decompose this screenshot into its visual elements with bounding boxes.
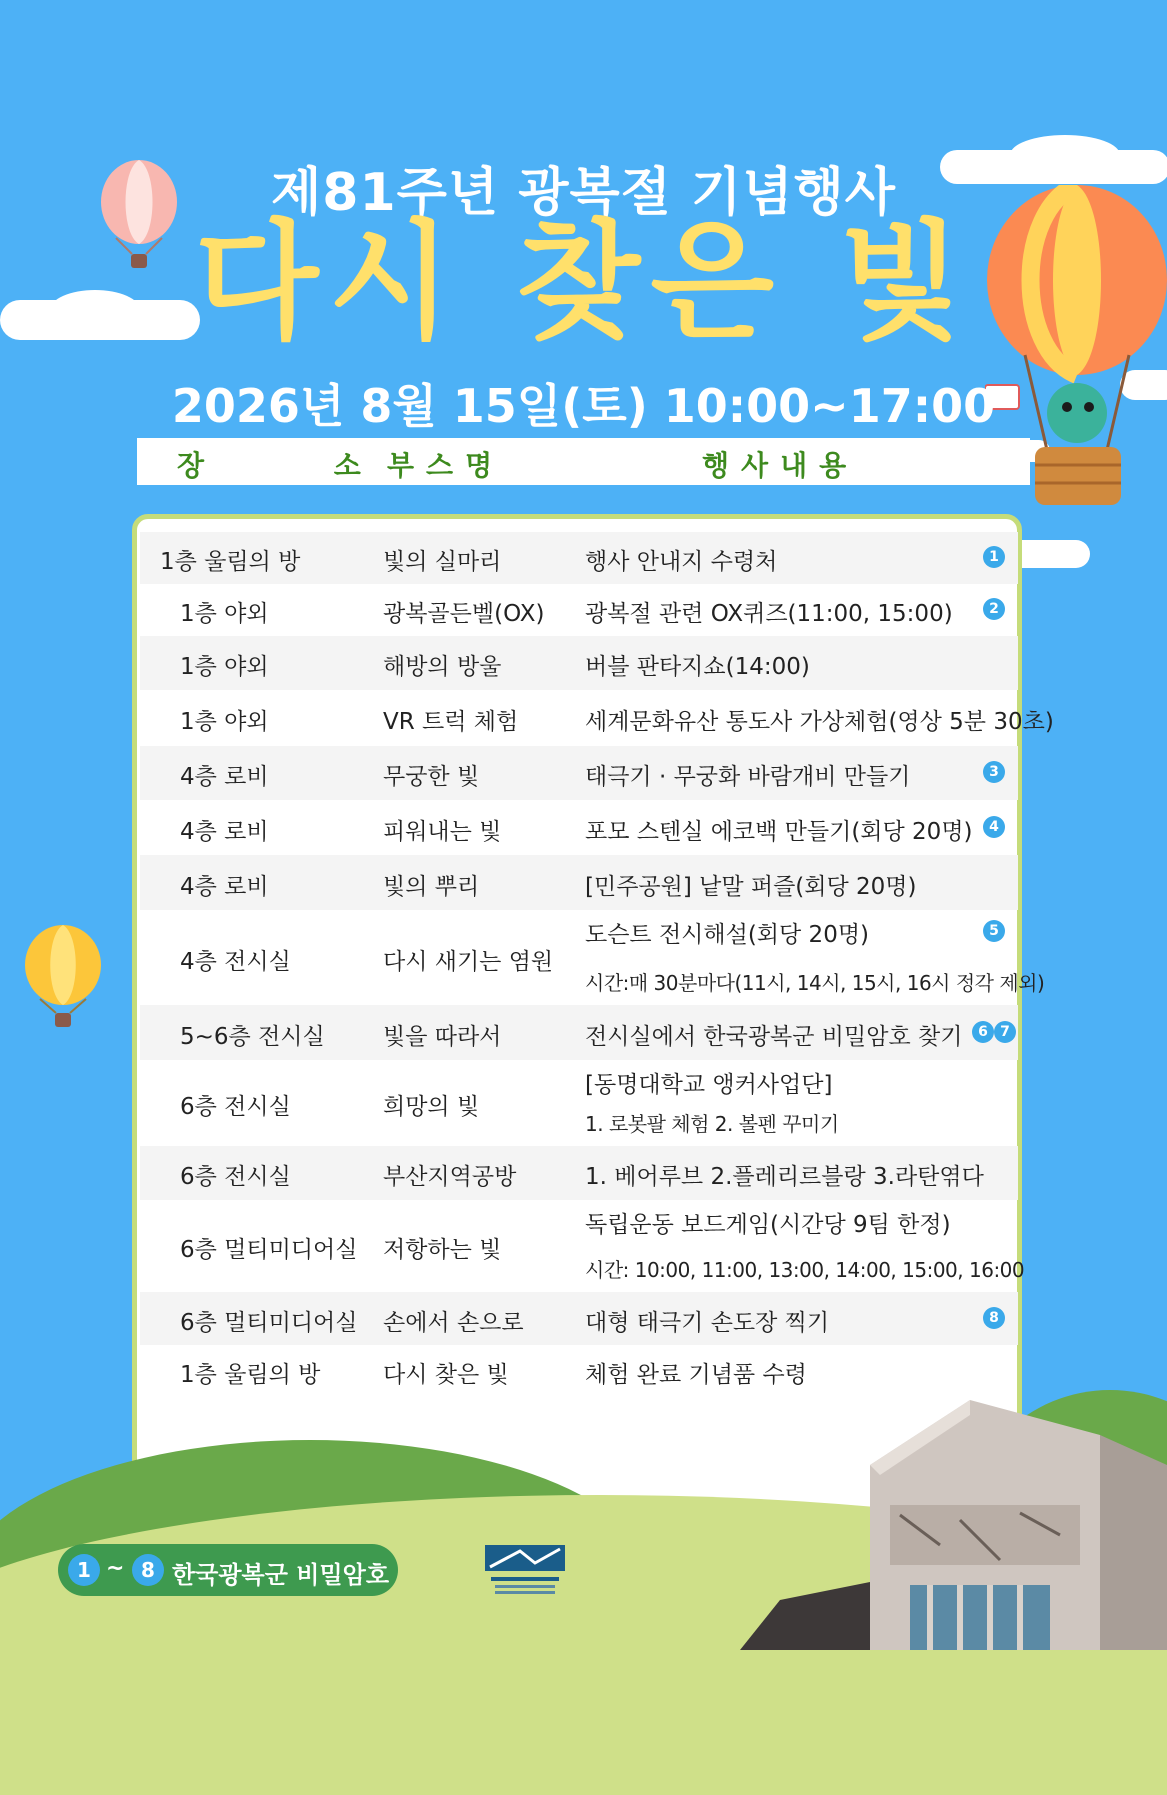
cell-content: [동명대학교 앵커사업단] [585,1072,833,1098]
event-subtitle: 제81주년 광복절 기념행사 [271,163,896,223]
cell-place: 6층 멀티미디어실 [180,1237,358,1263]
cell-booth: 다시 새기는 염원 [383,949,554,975]
cell-booth: 저항하는 빛 [383,1237,502,1263]
legend-separator: ~ [106,1556,125,1581]
code-badge: 1 [983,546,1005,568]
code-badge: 2 [983,598,1005,620]
cell-booth: 무궁한 빛 [383,764,480,790]
cell-content: 체험 완료 기념품 수령 [585,1362,807,1388]
event-title: 다시 찾은 빛 [194,208,973,357]
cell-place: 6층 전시실 [180,1164,291,1190]
secret-code-legend [58,1544,398,1596]
cell-place: 4층 로비 [180,819,269,845]
code-badge: 5 [983,920,1005,942]
cell-place: 1층 야외 [180,601,269,627]
code-badge: 3 [983,761,1005,783]
cell-place: 1층 울림의 방 [180,1362,321,1388]
cell-place: 4층 로비 [180,874,269,900]
cell-booth: 부산지역공방 [383,1164,517,1190]
cell-place: 1층 야외 [180,654,269,680]
cell-booth: 광복골든벨(OX) [383,601,545,627]
column-header-place: 장 소 [177,449,421,482]
table-row [140,1345,1018,1397]
cell-place: 6층 전시실 [180,1094,291,1120]
table-row [140,1146,1018,1200]
code-badge: 6 [972,1021,994,1043]
yellow-balloon-icon [22,925,104,1029]
table-header [137,438,1030,485]
cell-content: 태극기 · 무궁화 바람개비 만들기 [585,764,911,790]
cell-content: 전시실에서 한국광복군 비밀암호 찾기 [585,1024,963,1050]
table-row [140,690,1054,746]
table-row [140,855,1018,910]
legend-end-badge: 8 [132,1554,164,1586]
cell-content: 광복절 관련 OX퀴즈(11:00, 15:00) [585,601,953,627]
cell-place: 4층 로비 [180,764,269,790]
cell-booth: 다시 찾은 빛 [383,1362,509,1388]
table-row [140,1005,1018,1060]
table-row [140,746,1018,800]
cell-booth: 피워내는 빛 [383,819,502,845]
legend-start-badge: 1 [68,1554,100,1586]
cell-place: 1층 야외 [180,709,269,735]
cell-booth: VR 트럭 체험 [383,709,519,735]
column-header-content: 행사내용 [702,449,859,482]
cell-place: 4층 전시실 [180,949,291,975]
cell-content: 포모 스텐실 에코백 만들기(회당 20명) [585,819,973,845]
cell-content-detail: 시간: 10:00, 11:00, 13:00, 14:00, 15:00, 16:00 [585,1258,1025,1282]
cell-booth: 빛의 실마리 [383,549,502,575]
cell-content: 세계문화유산 통도사 가상체험(영상 5분 30초) [585,709,1054,735]
cell-content: 도슨트 전시해설(회당 20명) [585,922,870,948]
table-row [140,1200,1025,1292]
cell-content: 버블 판타지쇼(14:00) [585,654,810,680]
legend-label: 한국광복군 비밀암호 [172,1561,390,1589]
cell-place: 1층 울림의 방 [160,549,301,575]
cell-content: [민주공원] 낱말 퍼즐(회당 20명) [585,874,917,900]
cell-place: 5~6층 전시실 [180,1024,325,1050]
museum-logo-icon [485,1545,565,1601]
code-badge: 4 [983,816,1005,838]
cell-content: 대형 태극기 손도장 찍기 [585,1310,830,1336]
cell-booth: 손에서 손으로 [383,1310,524,1336]
cell-booth: 해방의 방울 [383,654,502,680]
cell-content: 행사 안내지 수령처 [585,549,778,575]
cell-booth: 희망의 빛 [383,1094,480,1120]
cell-content: 독립운동 보드게임(시간당 9팀 한정) [585,1212,951,1238]
museum-building-icon [740,1395,1167,1650]
table-row [140,1060,1018,1146]
event-datetime: 2026년 8월 15일(토) 10:00~17:00 [171,379,996,433]
column-header-booth: 부스명 [387,449,505,482]
table-row [140,532,1018,584]
cell-content-detail: 1. 로봇팔 체험 2. 볼펜 꾸미기 [585,1112,839,1136]
table-row [140,636,1018,690]
cell-content-detail: 시간:매 30분마다(11시, 14시, 15시, 16시 정각 제외) [585,971,1045,995]
table-row [140,1292,1018,1345]
code-badge: 8 [983,1307,1005,1329]
cell-content: 1. 베어루브 2.플레리르블랑 3.라탄엮다 [585,1164,984,1190]
code-badge: 7 [994,1021,1016,1043]
table-row [140,910,1045,1005]
cell-booth: 빛의 뿌리 [383,874,480,900]
cell-place: 6층 멀티미디어실 [180,1310,358,1336]
table-row [140,800,1018,855]
table-row [140,584,1018,636]
cell-booth: 빛을 따라서 [383,1024,502,1050]
